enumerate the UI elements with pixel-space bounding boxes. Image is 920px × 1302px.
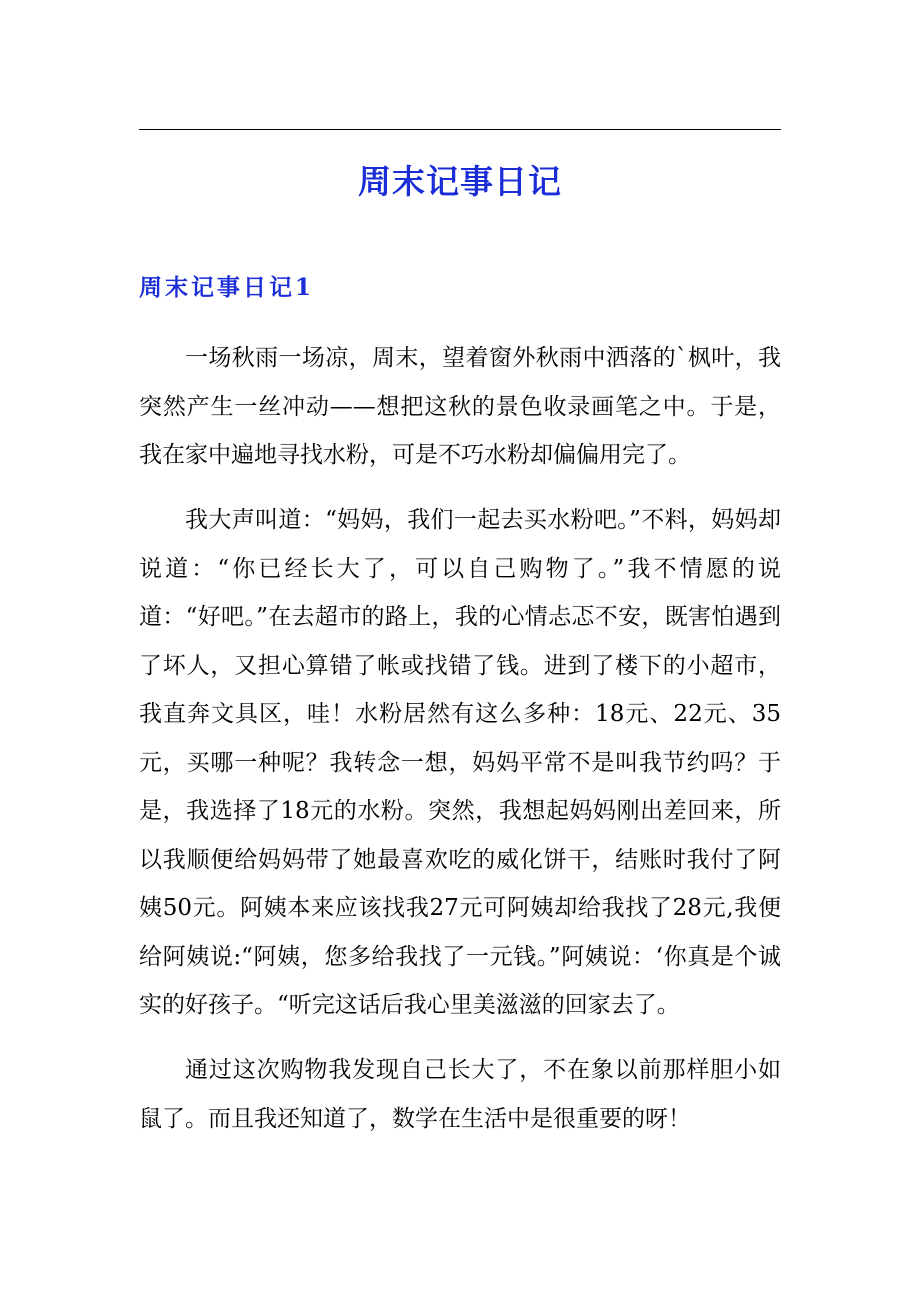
paragraph-3: 通过这次购物我发现自己长大了，不在象以前那样胆小如鼠了。而且我还知道了，数学在生活中是很重要的呀！ bbox=[139, 1057, 781, 1132]
document-title: 周末记事日记 bbox=[358, 162, 562, 201]
section-heading: 周末记事日记1 bbox=[139, 274, 315, 301]
header-rule bbox=[139, 129, 781, 130]
paragraph-2: 我大声叫道：“妈妈，我们一起去买水粉吧。”不料，妈妈却说道：“你已经长大了，可以自己购物了。”我不情愿的说道：“好吧。”在去超市的路上，我的心情忐忑不安，既害怕遇到了坏人，又担心算错了帐或找错了钱。进到了楼下的小超市，我直奔文具区，哇！水粉居然有这么多种：18元、22元、35元，买哪一种呢？我转念一想，妈妈平常不是叫我节约吗？于是，我选择了18元的水粉。突然，我想起妈妈刚出差回来，所以我顺便给妈妈带了她最喜欢吃的威化饼干，结账时我付了阿姨50元。阿姨本来应该找我27元可阿姨却给我找了28元,我便给阿姨说:“阿姨，您多给我找了一元钱。”阿姨说：‘你真是个诚实的好孩子。“听完这话后我心里美滋滋的回家去了。 bbox=[139, 507, 781, 1018]
paragraph-1: 一场秋雨一场凉，周末，望着窗外秋雨中洒落的`枫叶，我突然产生一丝冲动——想把这秋的景色收录画笔之中。于是，我在家中遍地寻找水粉，可是不巧水粉却偏偏用完了。 bbox=[139, 345, 781, 468]
